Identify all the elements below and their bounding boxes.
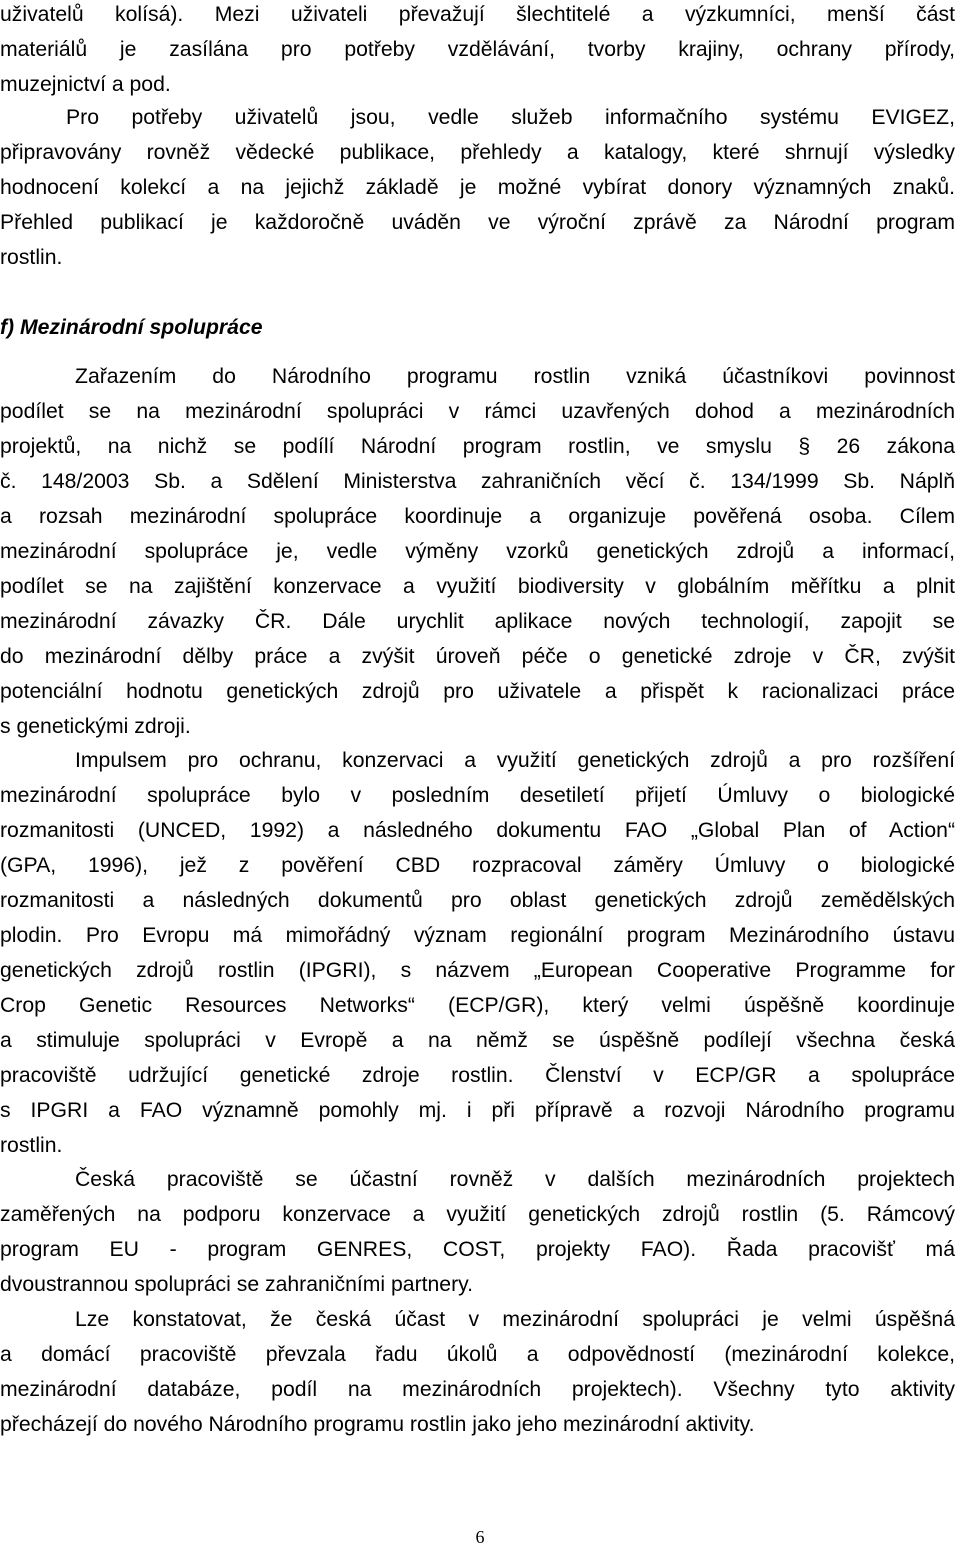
text-line: Česká pracoviště se účastní rovněž v dalších mezinárodních projektech: [75, 1168, 955, 1191]
text-line: mezinárodní databáze, podíl na mezinárodních projektech). Všechny tyto aktivity: [0, 1378, 955, 1401]
text-line: a domácí pracoviště převzala řadu úkolů a odpovědností (mezinárodní kolekce,: [0, 1343, 955, 1366]
text-line: podílet se na zajištění konzervace a využití biodiversity v globálním měřítku a plnit: [0, 575, 955, 598]
text-line: rostlin.: [0, 246, 63, 269]
text-line: (GPA, 1996), jež z pověření CBD rozpracoval záměry Úmluvy o biologické: [0, 854, 955, 877]
text-line: materiálů je zasílána pro potřeby vzdělávání, tvorby krajiny, ochrany přírody,: [0, 38, 955, 61]
text-line: zaměřených na podporu konzervace a využití genetických zdrojů rostlin (5. Rámcový: [0, 1203, 955, 1226]
text-line: Crop Genetic Resources Networks“ (ECP/GR), který velmi úspěšně koordinuje: [0, 994, 955, 1017]
text-line: Přehled publikací je každoročně uváděn ve výroční zprávě za Národní program: [0, 211, 955, 234]
text-line: uživatelů kolísá). Mezi uživateli převažují šlechtitelé a výzkumníci, menší část: [0, 3, 955, 26]
text-line: dvoustrannou spolupráci se zahraničními partnery.: [0, 1273, 474, 1296]
text-line: potenciální hodnotu genetických zdrojů pro uživatele a přispět k racionalizaci práce: [0, 680, 955, 703]
text-line: plodin. Pro Evropu má mimořádný význam regionální program Mezinárodního ústavu: [0, 924, 955, 947]
text-line: mezinárodní závazky ČR. Dále urychlit aplikace nových technologií, zapojit se: [0, 610, 955, 633]
text-line: hodnocení kolekcí a na jejichž základě je možné vybírat donory významných znaků.: [0, 176, 955, 199]
text-line: Lze konstatovat, že česká účast v mezinárodní spolupráci je velmi úspěšná: [75, 1308, 955, 1331]
text-line: s IPGRI a FAO významně pomohly mj. i při přípravě a rozvoji Národního programu: [0, 1099, 955, 1122]
text-line: mezinárodní spolupráce je, vedle výměny vzorků genetických zdrojů a informací,: [0, 540, 955, 563]
text-line: rozmanitosti a následných dokumentů pro oblast genetických zdrojů zemědělských: [0, 889, 955, 912]
text-line: podílet se na mezinárodní spolupráci v rámci uzavřených dohod a mezinárodních: [0, 400, 955, 423]
text-line: s genetickými zdroji.: [0, 715, 191, 738]
section-heading: f) Mezinárodní spolupráce: [0, 316, 263, 339]
text-line: Impulsem pro ochranu, konzervaci a využití genetických zdrojů a pro rozšíření: [75, 749, 955, 772]
text-line: připravovány rovněž vědecké publikace, přehledy a katalogy, které shrnují výsledky: [0, 141, 955, 164]
text-line: pracoviště udržující genetické zdroje rostlin. Členství v ECP/GR a spolupráce: [0, 1064, 955, 1087]
text-line: do mezinárodní dělby práce a zvýšit úroveň péče o genetické zdroje v ČR, zvýšit: [0, 645, 955, 668]
text-line: a stimuluje spolupráci v Evropě a na němž se úspěšně podílejí všechna česká: [0, 1029, 955, 1052]
text-line: projektů, na nichž se podílí Národní program rostlin, ve smyslu § 26 zákona: [0, 435, 955, 458]
page-number: 6: [475, 1527, 485, 1547]
text-line: program EU - program GENRES, COST, projekty FAO). Řada pracovišť má: [0, 1238, 955, 1261]
text-line: muzejnictví a pod.: [0, 73, 171, 96]
text-line: Pro potřeby uživatelů jsou, vedle služeb informačního systému EVIGEZ,: [66, 106, 955, 129]
text-line: rostlin.: [0, 1134, 63, 1157]
text-line: rozmanitosti (UNCED, 1992) a následného dokumentu FAO „Global Plan of Action“: [0, 819, 955, 842]
text-line: mezinárodní spolupráce bylo v posledním desetiletí přijetí Úmluvy o biologické: [0, 784, 955, 807]
text-line: a rozsah mezinárodní spolupráce koordinuje a organizuje pověřená osoba. Cílem: [0, 505, 955, 528]
text-line: č. 148/2003 Sb. a Sdělení Ministerstva zahraničních věcí č. 134/1999 Sb. Náplň: [0, 470, 955, 493]
text-line: genetických zdrojů rostlin (IPGRI), s názvem „European Cooperative Programme for: [0, 959, 955, 982]
text-line: Zařazením do Národního programu rostlin vzniká účastníkovi povinnost: [75, 365, 955, 388]
text-line: přecházejí do nového Národního programu rostlin jako jeho mezinárodní aktivity.: [0, 1413, 755, 1436]
